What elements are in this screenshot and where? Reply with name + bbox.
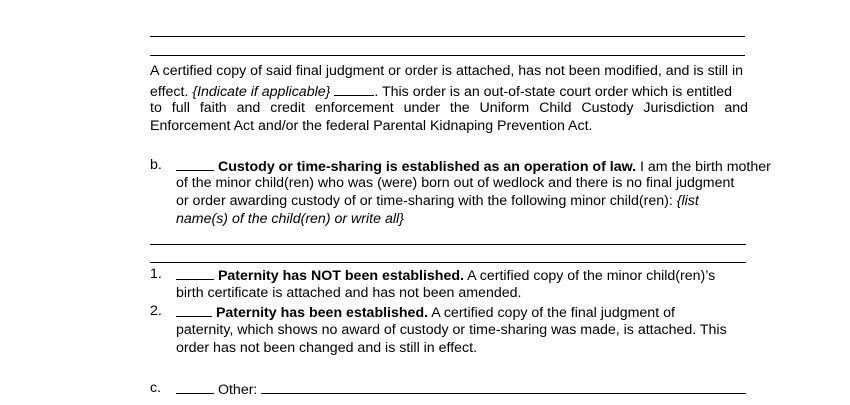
other-fill-line[interactable] xyxy=(261,380,746,394)
item-1-marker: 1. xyxy=(150,266,162,282)
item-2-line-3: order has not been changed and is still in effect. xyxy=(176,340,478,356)
item-2-rest: A certified copy of the final judgment of xyxy=(428,305,675,321)
item-c-label: Other: xyxy=(217,382,258,398)
item-b-checkbox-blank[interactable] xyxy=(176,157,214,171)
item-b-rest: I am the birth mother xyxy=(636,159,771,175)
item-2-checkbox-blank[interactable] xyxy=(176,303,212,317)
item-c-checkbox-blank[interactable] xyxy=(176,380,214,394)
item-b-line-2: of the minor child(ren) who was (were) born out of wedlock and there is no final judgment xyxy=(176,175,735,191)
item-2-line-2: paternity, which shows no award of custody or time-sharing was made, is attached. This xyxy=(176,322,727,338)
item-c-line xyxy=(176,380,746,399)
child-names-line-1[interactable] xyxy=(150,244,746,245)
effect-line xyxy=(150,82,732,101)
item-2-marker: 2. xyxy=(150,303,162,319)
child-names-line-2[interactable] xyxy=(150,262,746,263)
item-b-marker: b. xyxy=(150,157,162,173)
item-b-line-1 xyxy=(176,157,771,176)
item-1-rest: A certified copy of the minor child(ren)’s xyxy=(463,268,716,284)
item-b-heading: Custody or time-sharing is established as an operation of law. xyxy=(217,159,637,175)
applicable-blank[interactable] xyxy=(334,82,374,96)
item-b-line-3-text: or order awarding custody of or time-sharing with the following minor child(ren): xyxy=(176,193,677,209)
item-b-list-instruction: {list xyxy=(676,193,699,209)
item-b-line-3 xyxy=(176,193,699,210)
effect-prefix: effect. xyxy=(150,84,193,100)
fill-line-2[interactable] xyxy=(150,55,745,56)
item-2-line-1 xyxy=(176,303,675,322)
full-faith-line: to full faith and credit enforcement under the Uniform Child Custody Jurisdiction and xyxy=(150,100,748,116)
fill-line-1[interactable] xyxy=(150,36,745,37)
enforcement-act-line: Enforcement Act and/or the federal Parental Kidnaping Prevention Act. xyxy=(150,118,593,134)
item-b-line-4 xyxy=(176,211,404,228)
certified-copy-text: A certified copy of said final judgment or order is attached, has not been modified, and is still in xyxy=(150,63,744,79)
item-b-names-instruction: name(s) of the child(ren) or write all} xyxy=(176,211,404,227)
indicate-if-applicable: {Indicate if applicable} xyxy=(192,84,331,100)
item-1-heading: Paternity has NOT been established. xyxy=(217,268,464,284)
item-1-line-2: birth certificate is attached and has not been amended. xyxy=(176,285,522,301)
item-1-line-1 xyxy=(176,266,715,285)
item-2-heading: Paternity has been established. xyxy=(215,305,429,321)
item-c-marker: c. xyxy=(150,380,162,396)
effect-suffix: . This order is an out-of-state court order which is entitled xyxy=(374,84,733,100)
item-1-checkbox-blank[interactable] xyxy=(176,266,214,280)
